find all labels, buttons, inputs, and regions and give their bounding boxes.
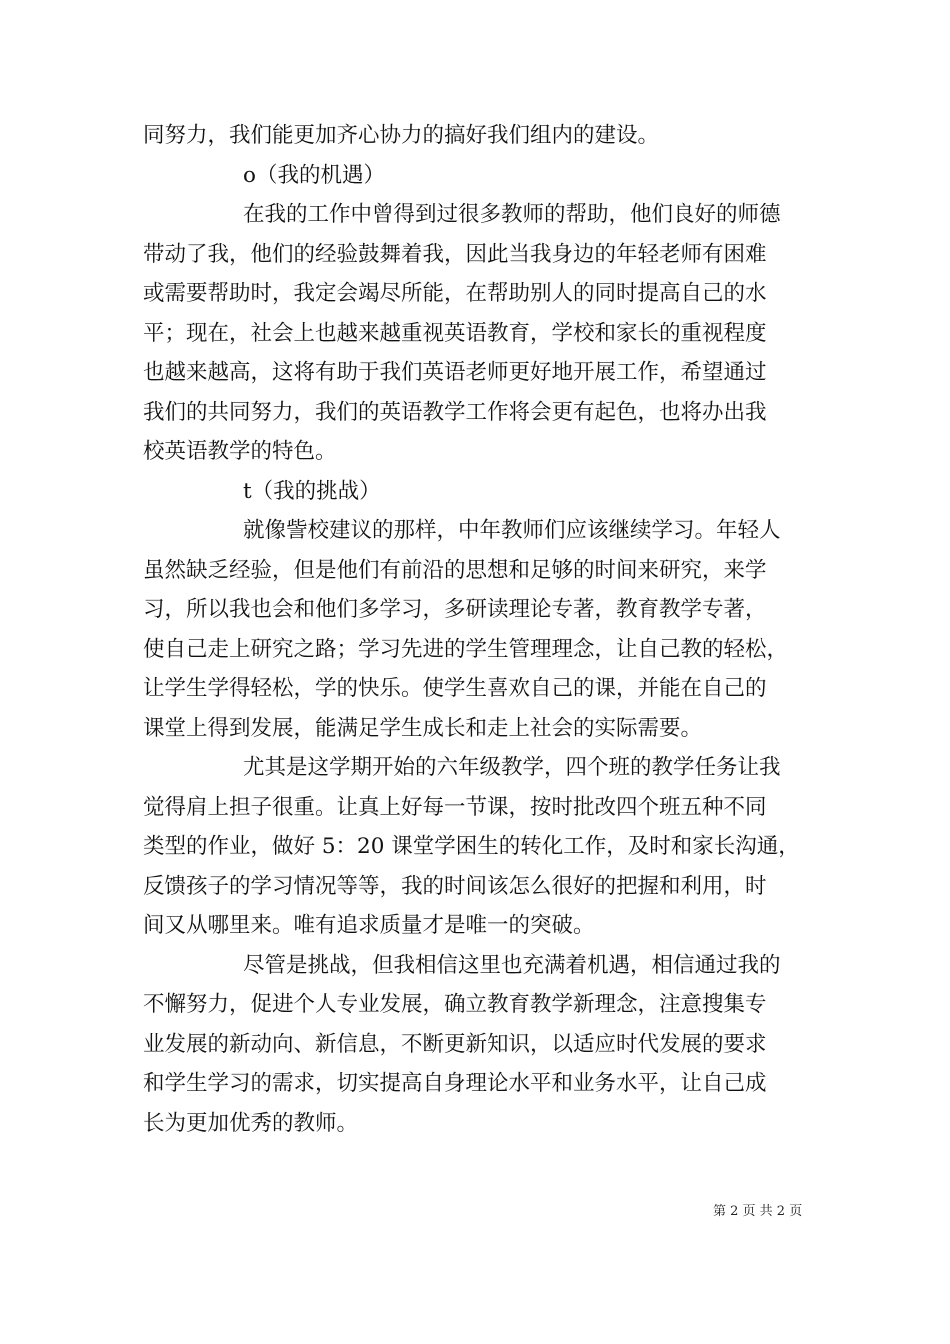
document-body [143, 116, 823, 1143]
paragraph-line: 平；现在，社会上也越来越重视英语教育，学校和家长的重视程度 [143, 320, 767, 346]
paragraph-line: 尤其是这学期开始的六年级教学，四个班的教学任务让我 [243, 755, 781, 780]
paragraph-line: 习，所以我也会和他们多学习，多研读理论专著，教育教学专著， [143, 597, 767, 622]
paragraph-line: 使自己走上研究之路；学习先进的学生管理理念，让自己教的轻松， [143, 636, 789, 662]
paragraph [143, 511, 823, 748]
paragraph-line: 觉得肩上担子很重。让真上好每一节课，按时批改四个班五种不同 [143, 794, 767, 820]
paragraph-line: 就像訾校建议的那样，中年教师们应该继续学习。年轻人 [243, 518, 781, 543]
paragraph-line: 间又从哪里来。唯有追求质量才是唯一的突破。 [143, 913, 595, 938]
heading-text: t（我的挑战） [243, 478, 381, 504]
paragraph-line: 不懈努力，促进个人专业发展，确立教育教学新理念，注意搜集专 [143, 992, 767, 1017]
paragraph-line: 我们的共同努力，我们的英语教学工作将会更有起色，也将办出我 [143, 399, 767, 425]
paragraph-line: 或需要帮助时，我定会竭尽所能，在帮助别人的同时提高自己的水 [143, 281, 767, 306]
paragraph [143, 748, 823, 946]
paragraph-line: 带动了我，他们的经验鼓舞着我，因此当我身边的年轻老师有困难 [143, 241, 767, 267]
page-number-footer: 第 2 页 共 2 页 [713, 1204, 803, 1219]
paragraph-line: 同努力，我们能更加齐心协力的搞好我们组内的建设。 [143, 123, 660, 148]
paragraph-line: 和学生学习的需求，切实提高自身理论水平和业务水平，让自己成 [143, 1071, 767, 1096]
paragraph-line: 业发展的新动向、新信息，不断更新知识，以适应时代发展的要求 [143, 1031, 767, 1057]
paragraph-line: 类型的作业，做好 5：20 课堂学困生的转化工作，及时和家长沟通， [143, 834, 800, 859]
paragraph [143, 946, 823, 1144]
paragraph [143, 195, 823, 472]
paragraph-line: 让学生学得轻松，学的快乐。使学生喜欢自己的课，并能在自己的 [143, 676, 767, 701]
paragraph-line: 长为更加优秀的教师。 [143, 1110, 359, 1136]
heading-text: o（我的机遇） [243, 162, 385, 188]
paragraph-line: 课堂上得到发展，能满足学生成长和走上社会的实际需要。 [143, 715, 703, 741]
paragraph [143, 116, 823, 156]
paragraph-line: 虽然缺乏经验，但是他们有前沿的思想和足够的时间来研究，来学 [143, 557, 767, 583]
section-heading [143, 156, 823, 196]
paragraph-line: 校英语教学的特色。 [143, 439, 337, 464]
paragraph-line: 反馈孩子的学习情况等等，我的时间该怎么很好的把握和利用，时 [143, 873, 767, 899]
paragraph-line: 尽管是挑战，但我相信这里也充满着机遇，相信通过我的 [243, 952, 781, 978]
paragraph-line: 在我的工作中曾得到过很多教师的帮助，他们良好的师德 [243, 202, 781, 227]
paragraph-line: 也越来越高，这将有助于我们英语老师更好地开展工作，希望通过 [143, 360, 767, 385]
section-heading [143, 472, 823, 512]
